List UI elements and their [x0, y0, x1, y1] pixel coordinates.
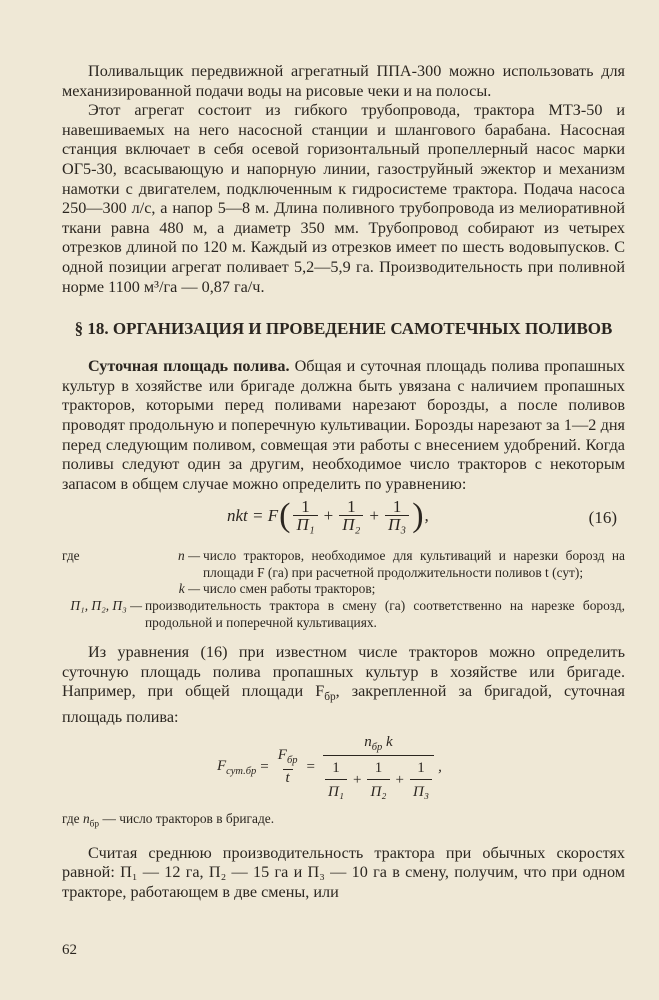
section-heading: § 18. ОРГАНИЗАЦИЯ И ПРОВЕДЕНИЕ САМОТЕЧНЫХ ПОЛИВОВ: [74, 319, 613, 339]
formula-16-lhs: nkt = F: [227, 505, 279, 525]
paragraph-ppa-300: Поливальщик передвижной агрегатный ППА-300 можно использовать для механизированной подачи воды на рисовые чеки и на полосы.: [62, 62, 625, 100]
formula-16-fraction-3: $\frac{1}{\text{П₃}}$: [385, 498, 409, 533]
formula-16-fraction-1: $\frac{1}{\text{П₁}}$: [293, 498, 317, 533]
formula-daily-fraction-f-t: $\frac{F_{бр}}{t}$: [277, 747, 298, 787]
formula-16-close-paren: ): [412, 496, 424, 534]
paragraph-daily-area-text: Общая и суточная площадь полива пропашных культур в хозяйстве или бригаде должна быть увязана с наличием пропашных тракторов, которыми перед поливами нарезают борозды, а после поливов проводят продольную и поперечную культивации. Борозды нарезают за 1—2 дня перед следующим поливом, совмещая эти работы с внесением удобрений. Когда поливы следуют один за другим, необходимое число тракторов с некоторым запасом в общем случае можно определить по уравнению:: [62, 357, 625, 493]
formula-16-open-paren: (: [279, 496, 291, 534]
note-n-brigade: где $n_{бр}$ — число тракторов в бригаде.: [62, 810, 275, 830]
paragraph-daily-area: [62, 357, 625, 494]
formula-daily-area: $F_{сут.бр}$ = $\frac{F_{бр}}{t}$ = $n_{бр}$ k $\frac{1}{\text{П₁}}$ + $\frac{1}{\text{П₂}}$ + $\frac{1}{\text{П₃}}$ ,: [217, 733, 442, 800]
formula-daily-lhs: $F_{сут.бр}$: [217, 757, 257, 777]
variable-definitions: [62, 548, 625, 631]
paragraph-aggregate-description: Этот агрегат состоит из гибкого трубопровода, трактора МТЗ-50 и навешиваемых на него насосной станции и шлангового барабана. Насосная станция включает в себя осевой горизонтальный пропеллерный насос марки ОГ5-30, всасывающую и напорную линии, газоструйный эжектор и механизм намотки с двигателем, подключенным к гидросистеме трактора. Подача насоса 250—300 л/с, а напор 5—8 м. Длина поливного трубопровода из мелиоративной ткани равна 480 м, а диаметр 350 мм. Трубопровод собирают из четырех отрезков длиной по 120 м. Каждый из отрезков имеет по шесть водовыпусков. С одной позиции агрегат поливает 5,2—5,9 га. Производительность при поливной норме 1100 м³/га — 0,87 га/ч.: [62, 101, 625, 296]
definition-p: П₁, П₂, П₃ — производительность трактора в смену (га) соответственно на нарезке борозд, продольной и поперечной культивациях.: [70, 598, 625, 630]
paragraph-from-equation: Из уравнения (16) при известном числе тракторов можно определить суточную площадь полива пропашных культур в хозяйстве или бригаде. Например, при общей площади $F_{бр}$, закрепленной за бригадой, суточная площадь полива:: [62, 643, 625, 727]
definition-k: k — число смен работы тракторов;: [178, 581, 376, 597]
formula-daily-big-fraction: $n_{бр}$ k $\frac{1}{\text{П₁}}$ + $\frac{1}{\text{П₂}}$ + $\frac{1}{\text{П₃}}$: [323, 734, 434, 801]
formula-16-number: (16): [588, 508, 617, 528]
paragraph-productivity-example: Считая среднюю производительность трактора при обычных скоростях равной: П₁ — 12 га, П₂ — 15 га и П₃ — 10 га в смену, получим, что при одном тракторе, работающем в две смены, или: [62, 843, 625, 901]
definition-n: где n — число тракторов, необходимое для культиваций и нарезки борозд на площади F (га) при расчетной продолжительности поливов t (сут);: [62, 548, 625, 580]
run-in-heading: Суточная площадь полива.: [88, 357, 290, 376]
formula-16-fraction-2: $\frac{1}{\text{П₂}}$: [339, 498, 363, 533]
page-number: 62: [62, 942, 77, 958]
formula-16: nkt = F ( $\frac{1}{\text{П₁}}$ + $\frac{1}{\text{П₂}}$ + $\frac{1}{\text{П₃}}$ ) , (16): [227, 496, 617, 535]
